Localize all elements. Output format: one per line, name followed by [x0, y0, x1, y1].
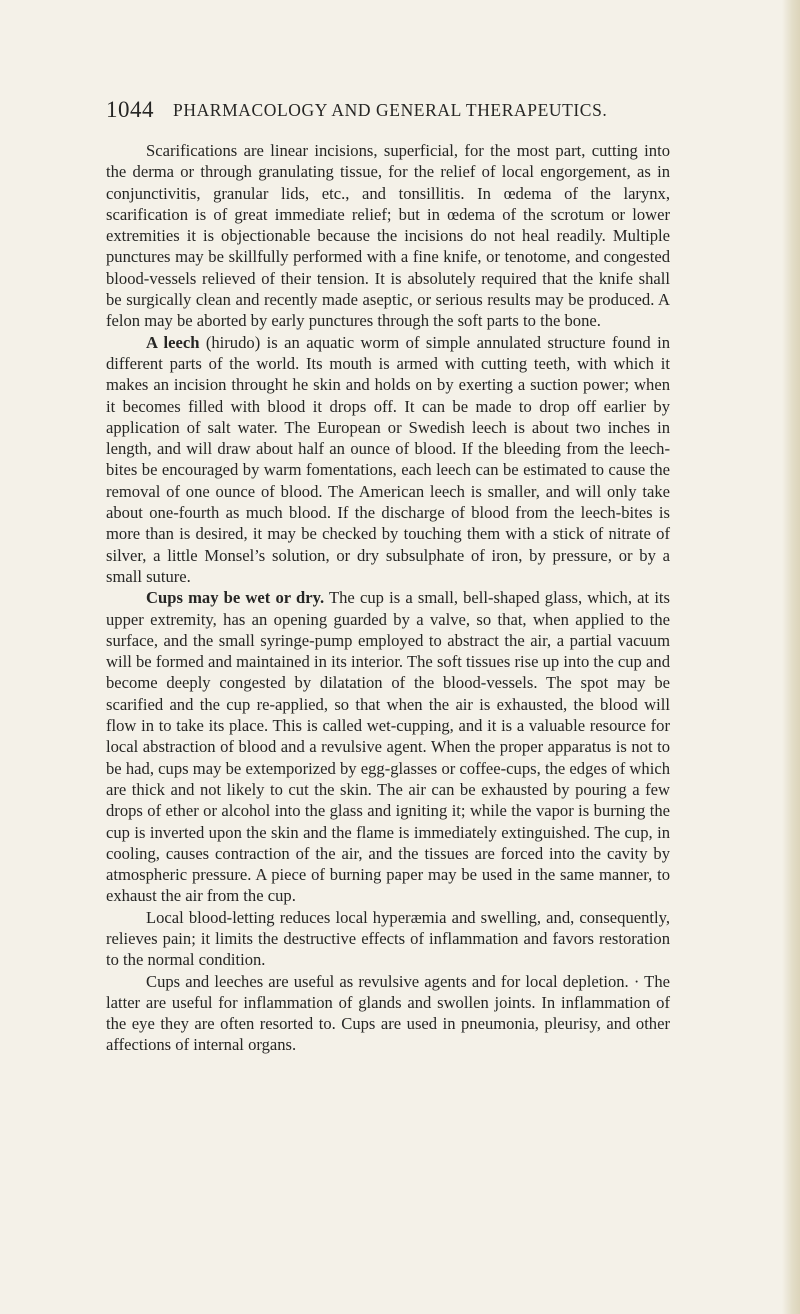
paragraph-leech: [106, 332, 670, 588]
paragraph-text: The cup is a small, bell-shaped glass, which, at its upper extremity, has an opening guarded by a valve, so that, when applied to the surface, and the small syringe-pump employed to abstract the air, a partial vacuum will be formed and maintained in its interior. The soft tissues rise up into the cup and become deeply congested by dilatation of the blood-vessels. The spot may be scarified and the cup re-applied, so that when the air is exhausted, the blood will flow in to take its place. This is called wet-cupping, and it is a valuable resource for local abstraction of blood and a revulsive agent. When the proper apparatus is not to be had, cups may be extemporized by egg-glasses or coffee-cups, the edges of which are thick and not likely to cut the skin. The air can be exhausted by pouring a few drops of ether or alcohol into the glass and igniting it; while the vapor is burning the cup is inverted upon the skin and the flame is immediately extinguished. The cup, in cooling, causes contraction of the air, and the tissues are forced into the cavity by atmospheric pressure. A piece of burning paper may be used in the same manner, to exhaust the air from the cup.: [106, 588, 670, 906]
paragraph-scarifications: [106, 140, 670, 332]
page-header: [106, 97, 706, 127]
paragraph-lead-term: A leech: [146, 332, 200, 352]
paragraph-text: (hirudo) is an aquatic worm of simple annulated structure found in different parts of the world. Its mouth is armed with cutting teeth, with which it makes an incision throught he skin and holds on by exerting a suction power; when it becomes filled with blood it drops off. It can be made to drop off earlier by application of salt water. The European or Swedish leech is about two inches in length, and will draw about half an ounce of blood. If the bleeding from the leech-bites be encouraged by warm fomentations, each leech can be estimated to cause the removal of one ounce of blood. The American leech is smaller, and will only take about one-fourth as much blood. If the discharge of blood from the leech-bites is more than is desired, it may be checked by touching them with a stick of nitrate of silver, a little Monsel’s solution, or dry subsulphate of iron, by pressure, or by a small suture.: [106, 332, 670, 586]
paragraph-local-blood-letting: [106, 907, 670, 971]
paragraph-text: Scarifications are linear incisions, superficial, for the most part, cutting into the derma or through granulating tissue, for the relief of local engorgement, as in conjunctivitis, granular lids, etc., and tonsillitis. In œdema of the larynx, scarification is of great immediate relief; but in œdema of the scrotum or lower extremities it is objectionable because the incisions do not heal readily. Multiple punctures may be skillfully performed with a fine knife, or tenotome, and congested blood-vessels relieved of their tension. It is absolutely required that the knife shall be surgically clean and recently made aseptic, or serious results may be produced. A felon may be aborted by early punctures through the soft parts to the bone.: [106, 141, 670, 331]
body-text: [106, 140, 670, 1056]
running-head: PHARMACOLOGY AND GENERAL THERAPEUTICS.: [173, 100, 608, 120]
paragraph-text: Cups and leeches are useful as revulsive agents and for local depletion. · The latter are useful for inflammation of glands and swollen joints. In inflammation of the eye they are often resorted to. Cups are used in pneumonia, pleurisy, and other affections of internal organs.: [106, 971, 670, 1055]
paragraph-lead-term: Cups may be wet or dry.: [146, 588, 325, 608]
paragraph-cups-and-leeches: [106, 971, 670, 1056]
paragraph-cups: [106, 587, 670, 906]
page-number: 1044: [106, 97, 154, 122]
paragraph-text: Local blood-letting reduces local hyperæmia and swelling, and, consequently, relieves pain; it limits the destructive effects of inflammation and favors restoration to the normal condition.: [106, 907, 670, 970]
page-edge-shadow: [782, 0, 800, 1314]
